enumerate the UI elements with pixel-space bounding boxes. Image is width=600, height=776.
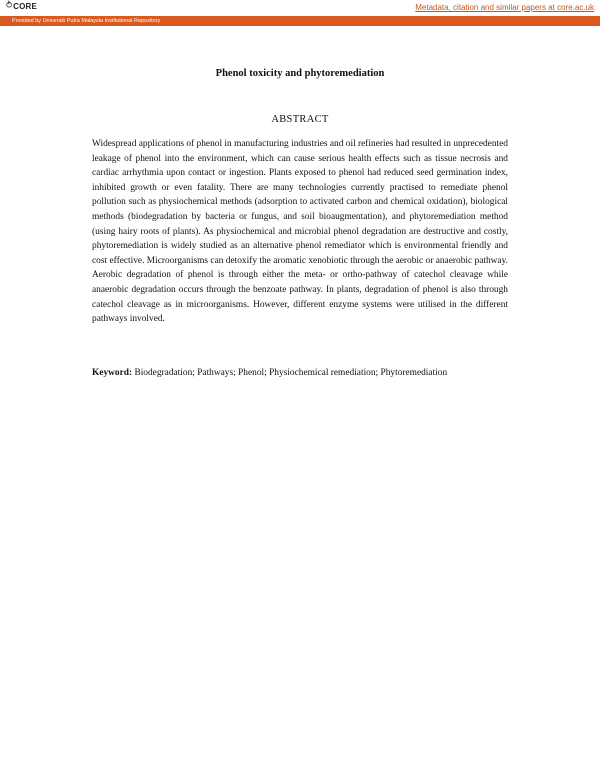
abstract-heading: ABSTRACT — [271, 114, 329, 125]
keywords — [92, 366, 508, 381]
core-logo-icon: ⥁ — [6, 1, 13, 11]
top-bar — [0, 0, 600, 16]
core-logo[interactable] — [6, 2, 37, 11]
provided-by-text: Provided by Universiti Putra Malaysia Institutional Repository — [12, 18, 161, 24]
abstract-text: Widespread applications of phenol in manufacturing industries and oil refineries had resulted in unprecedented leakage of phenol into the environment, which can cause serious health effects such as tissue necrosis and cardiac arrhythmia upon contact or ingestion. Plants exposed to phenol had reduced seed germination index, inhibited growth or even fatality. There are many technologies currently practised to remediate phenol pollution such as physiochemical methods (adsorption to activated carbon and chemical oxidation), biological methods (biodegradation by bacteria or fungus, and soil bioaugmentation), and phytoremediation method (using hairy roots of plants). As physiochemical and microbial phenol degradation are destructive and costly, phytoremediation is widely studied as an alternative phenol remediator which is environmental friendly and cost effective. Microorganisms can detoxify the aromatic xenobiotic through the aerobic or anaerobic pathway. Aerobic degradation of phenol is through either the meta- or ortho-pathway of catechol cleavage while anaerobic degradation occurs through the benzoate pathway. In plants, degradation of phenol is also through catechol cleavage as in microorganisms. However, different enzyme systems were utilised in the different pathways involved. — [92, 139, 508, 325]
paper-title: Phenol toxicity and phytoremediation — [215, 68, 385, 79]
keywords-list: Biodegradation; Pathways; Phenol; Physiochemical remediation; Phytoremediation — [134, 368, 448, 378]
keywords-label: Keyword: — [92, 368, 133, 378]
metadata-link[interactable]: Metadata, citation and similar papers at core.ac.uk — [415, 3, 594, 12]
provided-by-bar — [0, 16, 600, 26]
core-logo-text: CORE — [13, 2, 38, 11]
